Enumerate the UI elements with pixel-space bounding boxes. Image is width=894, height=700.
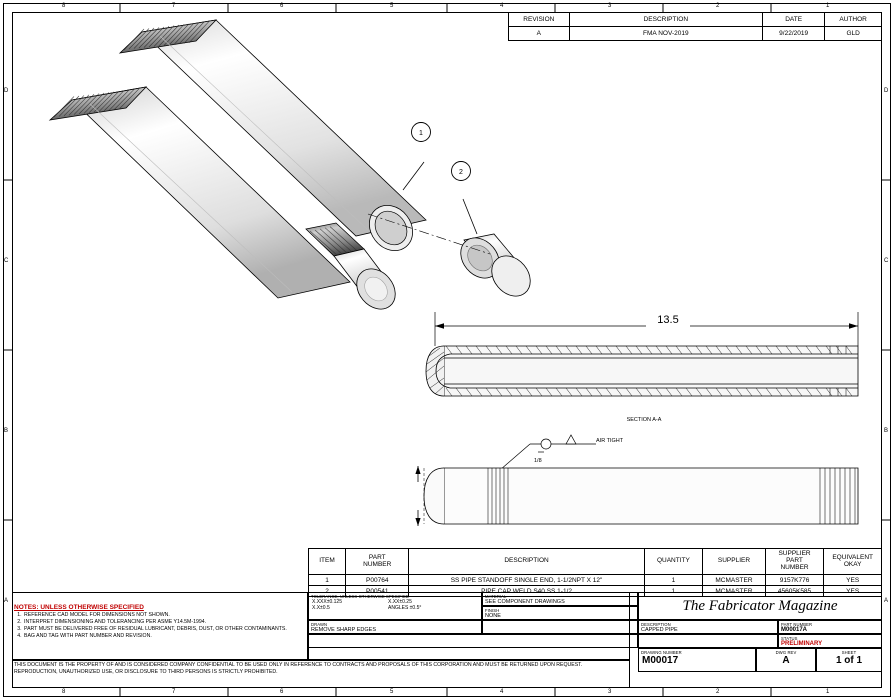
- bom-header-item: ITEM: [309, 549, 346, 575]
- isometric-view: [20, 14, 540, 314]
- weld-symbol: [500, 435, 596, 470]
- zone-bottom-5: 5: [390, 689, 394, 695]
- zone-right-b: B: [884, 428, 889, 434]
- material-label: MATERIAL: [485, 593, 507, 599]
- zone-bottom-8: 8: [62, 689, 66, 695]
- tol-line-1: X.XXX±0.125: [312, 599, 342, 605]
- bom-row: [309, 575, 882, 586]
- bom-header-row: [309, 549, 882, 575]
- bom-cell-supplier-part-number: 9157K776: [765, 575, 824, 586]
- zone-top-4: 4: [500, 3, 504, 9]
- note-item: 3. PART MUST BE DELIVERED FREE OF RESIDUAL LUBRICANT, DEBRIS, DUST, OR OTHER CONTAMINANTS.: [23, 626, 304, 633]
- zone-bottom-7: 7: [172, 689, 176, 695]
- tol-line-2: X.XX±0.25: [388, 599, 412, 605]
- bom-cell-supplier-part-number: 45605K585: [765, 586, 824, 597]
- balloon-1: [403, 123, 431, 191]
- bom-cell-part-number: P00541: [346, 586, 409, 597]
- zone-top-1: 1: [826, 3, 830, 9]
- zone-left-d: D: [4, 88, 9, 94]
- zone-bottom-6: 6: [280, 689, 284, 695]
- revision-header-description: DESCRIPTION: [569, 13, 762, 27]
- length-dimension-value: 13.5: [657, 314, 679, 326]
- bom-cell-item: 2: [309, 586, 346, 597]
- sheet-label: SHEET: [841, 649, 857, 655]
- company-cell: [638, 592, 882, 620]
- balloon-1-label: 1: [419, 130, 423, 137]
- length-dimension: [435, 312, 858, 346]
- note-item: 1. REFERENCE CAD MODEL FOR DIMENSIONS NOT SHOWN.: [23, 612, 304, 619]
- sheet-cell: [816, 648, 882, 672]
- zone-right-d: D: [884, 88, 889, 94]
- weld-size: 1/8: [534, 458, 542, 464]
- company-name: The Fabricator Magazine: [682, 597, 838, 614]
- status-label: STATUS: [781, 635, 798, 641]
- bom-cell-part-number: P00764: [346, 575, 409, 586]
- bom-header-description: DESCRIPTION: [409, 549, 644, 575]
- dwg-rev-cell: [756, 648, 816, 672]
- status-cell: [778, 634, 882, 648]
- legal-notice: THIS DOCUMENT IS THE PROPERTY OF AND IS CONSIDERED COMPANY CONFIDENTIAL TO BE USED ONLY IN REFERENCE TO CONTRACTS AND PROPOSALS OF THIS CORPORATION AND MUST BE RETURNED UPON REQUEST. REPRODUCTION, UNAUTHORIZED USE, OR DISCLOSURE TO THIRD PERSONS IS STRICTLY PROHIBITED.: [14, 662, 583, 675]
- notes-block: [14, 604, 304, 640]
- bom-cell-description: SS PIPE STANDOFF SINGLE END, 1-1/2NPT X 12": [409, 575, 644, 586]
- section-pipe: [426, 346, 858, 396]
- weld-note: AIR TIGHT: [596, 438, 624, 444]
- elevation-view: [400, 430, 890, 540]
- zone-bottom-1: 1: [826, 689, 830, 695]
- bom-header-quantity: QUANTITY: [644, 549, 703, 575]
- zone-top-6: 6: [280, 3, 284, 9]
- tol-line-4: ANGLES ±0.5°: [388, 605, 422, 612]
- zone-top-5: 5: [390, 3, 394, 9]
- pipe-cap-exploded: [453, 230, 538, 304]
- revision-header-revision: REVISION: [509, 13, 570, 27]
- revision-cell-author: GLD: [825, 27, 882, 41]
- bom-header-supplier: SUPPLIER: [703, 549, 766, 575]
- tolerance-label: TOLERANCE, UNLESS OTHERWISE SPECIFIED: [311, 594, 410, 599]
- note-item: 4. BAG AND TAG WITH PART NUMBER AND REVISION.: [23, 633, 304, 640]
- drawn-value: REMOVE SHARP EDGES: [311, 627, 376, 633]
- part-number-label: PART NUMBER: [781, 621, 813, 627]
- dwg-rev-label: DWG REV: [775, 649, 797, 655]
- description-cell: [638, 620, 778, 634]
- bom-cell-quantity: 1: [644, 586, 703, 597]
- zone-bottom-3: 3: [608, 689, 612, 695]
- part-number-cell: [778, 620, 882, 634]
- revision-header-author: AUTHOR: [825, 13, 882, 27]
- drawn-label: DRAWN: [311, 621, 328, 627]
- note-item: 2. INTERPRET DIMENSIONING AND TOLERANCING PER ASME Y14.5M-1994.: [23, 619, 304, 626]
- bom-cell-item: 1: [309, 575, 346, 586]
- tol-line-3: X.X±0.5: [312, 605, 330, 612]
- revision-header-row: [509, 13, 882, 27]
- status-value: PRELIMINARY: [781, 641, 823, 647]
- finish-value: NONE: [485, 613, 501, 619]
- zone-bottom-4: 4: [500, 689, 504, 695]
- bom-cell-description: PIPE CAP WELD S40 SS 1-1/2: [409, 586, 644, 597]
- bom-header-supplier-part-number: SUPPLIER PART NUMBER: [765, 549, 824, 575]
- zone-right-a: A: [884, 598, 889, 604]
- bom-cell-quantity: 1: [644, 575, 703, 586]
- zone-top-3: 3: [608, 3, 612, 9]
- zone-left-a: A: [4, 598, 9, 604]
- balloon-2-label: 2: [459, 169, 463, 176]
- titleblock-left-border: [308, 592, 630, 660]
- description-value: CAPPED PIPE: [641, 627, 678, 633]
- zone-top-2: 2: [716, 3, 720, 9]
- drawing-number-value: M00017: [642, 655, 679, 666]
- titleblock-mid-band: [638, 634, 778, 648]
- balloon-2: [452, 162, 478, 235]
- notes-heading: NOTES: UNLESS OTHERWISE SPECIFIED: [14, 604, 144, 611]
- section-label: SECTION A-A: [626, 417, 662, 423]
- description-label: DESCRIPTION: [641, 621, 671, 627]
- bom-header-equivalent-okay: EQUIVALENT OKAY: [824, 549, 882, 575]
- part-number-value: M00017A: [781, 627, 808, 633]
- zone-left-b: B: [4, 428, 9, 434]
- revision-table: [508, 12, 882, 41]
- zone-right-c: C: [884, 258, 889, 264]
- zone-bottom-2: 2: [716, 689, 720, 695]
- bom-header-part-number: PART NUMBER: [346, 549, 409, 575]
- drawing-number-label: DRAWING NUMBER: [641, 649, 682, 655]
- drawing-number-cell: [638, 648, 756, 672]
- elevation-pipe: [415, 466, 858, 526]
- notes-list: [14, 612, 304, 640]
- bom-cell-supplier: MCMASTER: [703, 575, 766, 586]
- revision-cell-description: FMA NOV-2019: [569, 27, 762, 41]
- bom-cell-supplier: MCMASTER: [703, 586, 766, 597]
- bom-table: [308, 548, 882, 597]
- zone-top-8: 8: [62, 3, 66, 9]
- bom-cell-equivalent-okay: YES: [824, 586, 882, 597]
- bom-cell-equivalent-okay: YES: [824, 575, 882, 586]
- sheet-value: 1 of 1: [835, 655, 863, 666]
- material-value: SEE COMPONENT DRAWINGS: [485, 599, 565, 605]
- finish-label: FINISH: [485, 607, 500, 613]
- revision-header-date: DATE: [762, 13, 824, 27]
- revision-cell-date: 9/22/2019: [762, 27, 824, 41]
- dwg-rev-value: A: [782, 655, 790, 666]
- revision-row: [509, 27, 882, 41]
- zone-top-7: 7: [172, 3, 176, 9]
- zone-left-c: C: [4, 258, 9, 264]
- revision-cell-rev: A: [509, 27, 570, 41]
